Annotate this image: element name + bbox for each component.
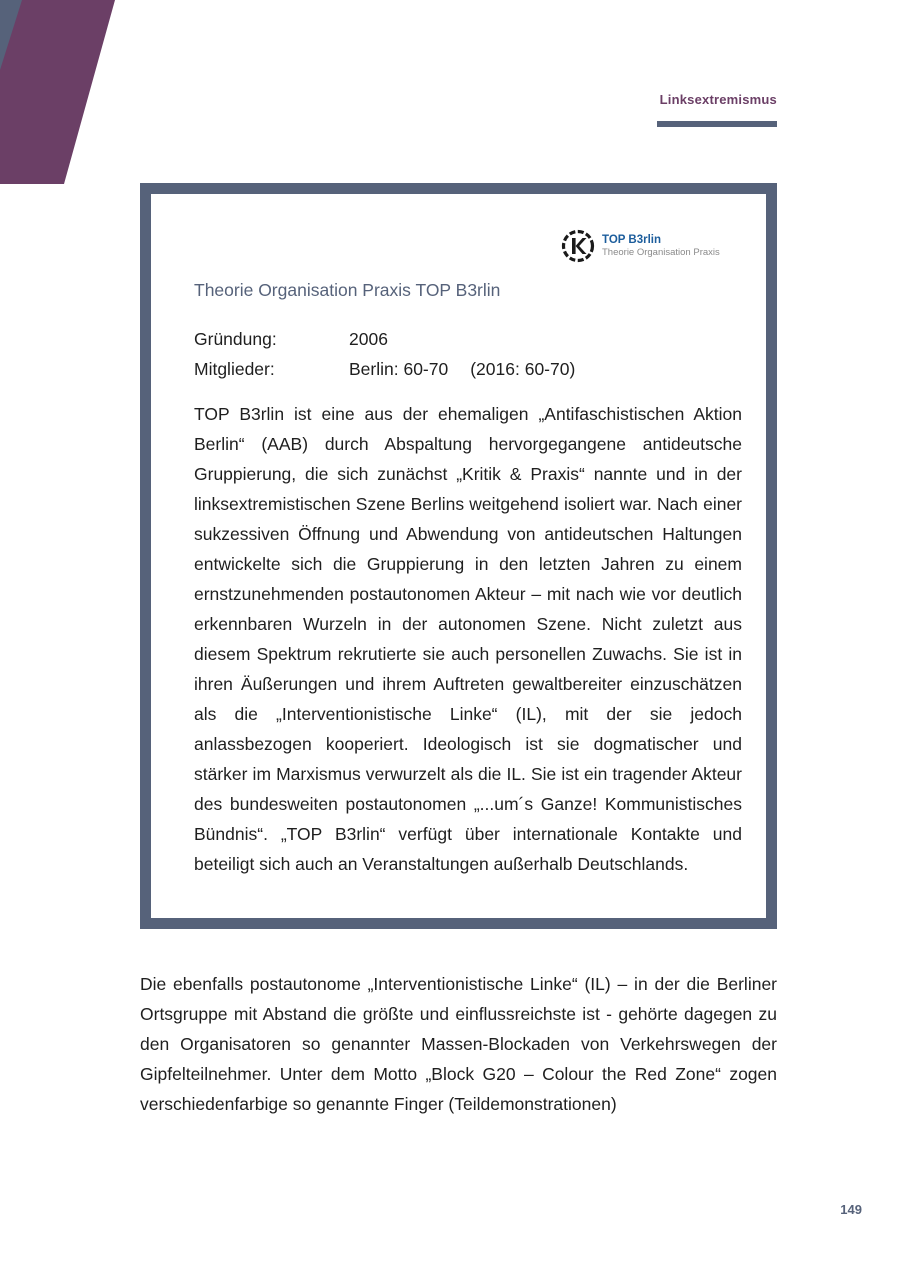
body-paragraph: Die ebenfalls postautonome „Interventionistische Linke“ (IL) – in der die Berliner Ortsgruppe mit Abstand die größte und einflussreichste ist - gehörte dagegen zu den Organisatoren so genannter Massen-Blockaden von Verkehrswegen der Gipfelteilnehmer. Unter dem Motto „Block G20 – Colour the Red Zone“ zogen verschiedenfarbige so genannte Finger (Teildemonstrationen) [140, 974, 777, 1114]
members-previous: (2016: 60-70) [470, 359, 576, 379]
section-label: Linksextremismus [659, 92, 777, 107]
organization-logo [561, 226, 720, 266]
info-box-title: Theorie Organisation Praxis TOP B3rlin [194, 280, 501, 300]
members-row [194, 354, 575, 384]
members-label: Mitglieder: [194, 359, 275, 379]
logo-subtitle: Theorie Organisation Praxis [602, 247, 720, 258]
section-rule [657, 121, 777, 127]
info-box [140, 183, 777, 929]
founding-row [194, 324, 575, 354]
page-number: 149 [840, 1202, 862, 1217]
founding-value: 2006 [349, 329, 388, 349]
logo-name: TOP B3rlin [602, 233, 662, 246]
corner-decoration [0, 0, 120, 184]
members-value: Berlin: 60-70 [349, 359, 449, 379]
founding-label: Gründung: [194, 329, 277, 349]
k-in-circle-logo-icon [561, 229, 595, 263]
info-box-text: TOP B3rlin ist eine aus der ehemaligen „Antifaschistischen Aktion Berlin“ (AAB) durch Abspaltung hervorgegangene antideutsche Gruppierung, die sich zunächst „Kritik & Praxis“ nannte und in der linksextremistischen Szene Berlins weitgehend isoliert war. Nach einer sukzessiven Öffnung und Abwendung von antideutschen Haltungen entwickelte sich die Gruppierung in den letzten Jahren zu einem ernstzunehmenden postautonomen Akteur – mit nach wie vor deutlich erkennbaren Wurzeln in der autonomen Szene. Nicht zuletzt aus diesem Spektrum rekrutierte sie auch personellen Zuwachs. Sie ist in ihren Äußerungen und ihrem Auftreten gewaltbereiter einzuschätzen als die „Interventionistische Linke“ (IL), mit der sie jedoch anlassbezogen kooperiert. Ideologisch ist sie dogmatischer und stärker im Marxismus verwurzelt als die IL. Sie ist ein tragender Akteur des bundesweiten postautonomen „...um´s Ganze! Kommunistisches Bündnis“. „TOP B3rlin“ verfügt über internationale Kontakte und beteiligt sich auch an Veranstaltungen außerhalb Deutschlands. [194, 404, 742, 874]
facts-list [194, 324, 575, 384]
